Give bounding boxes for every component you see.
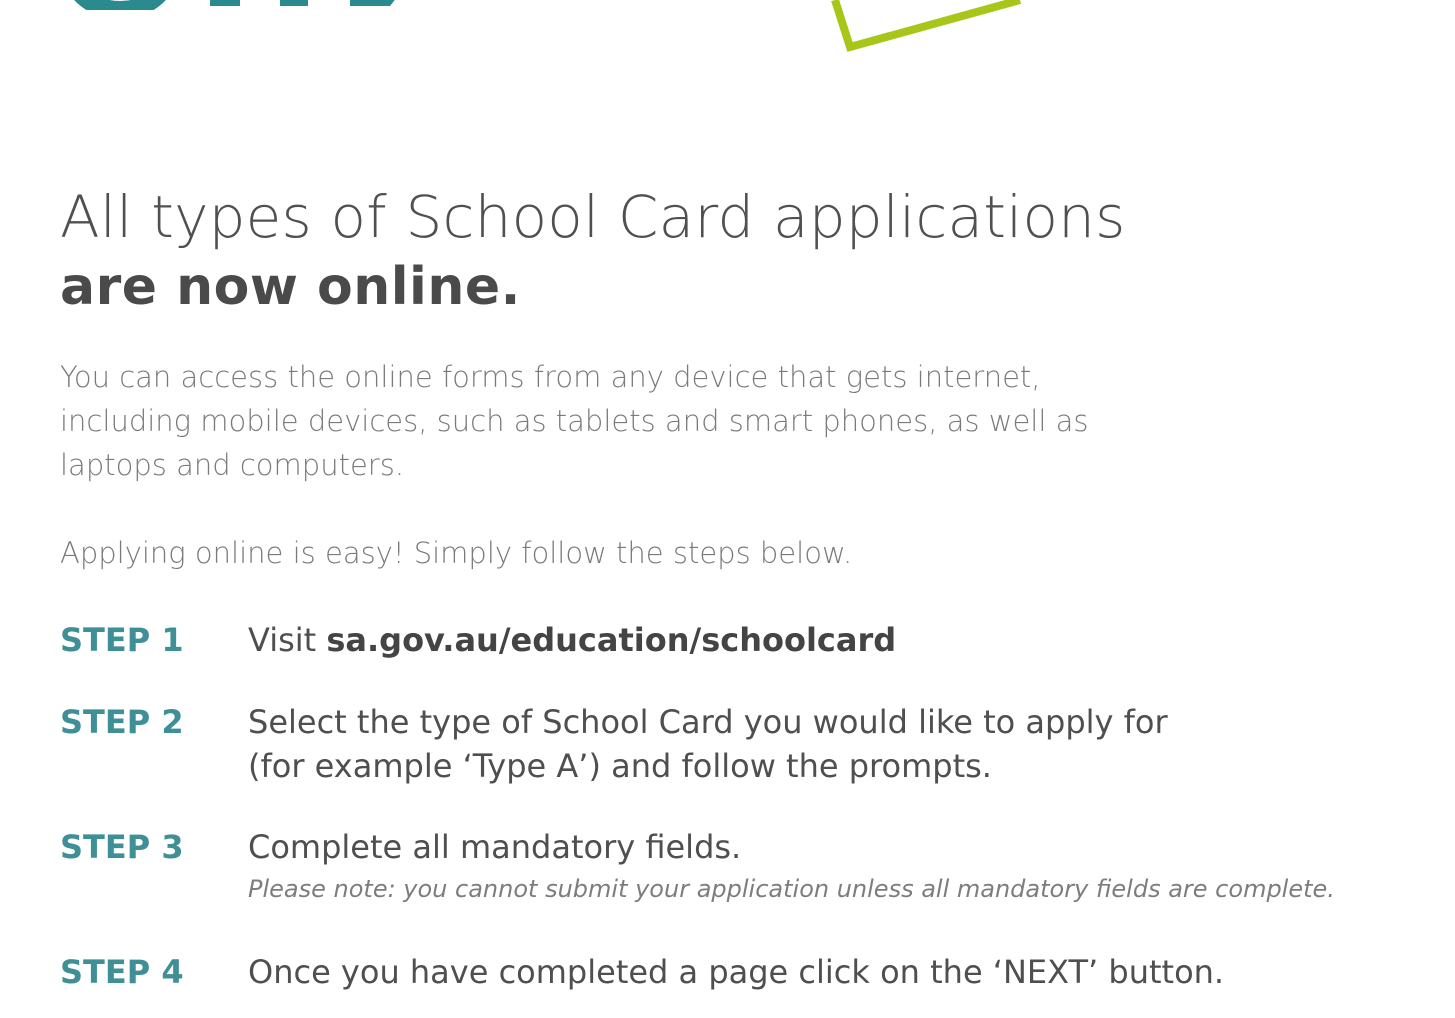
step-1-text: Visit [248, 621, 327, 659]
step-2-label: STEP 2 [60, 703, 184, 741]
headline-line1: All types of School Card applications [60, 183, 1126, 251]
step-3-note: Please note: you cannot submit your application unless all mandatory fields are complete. [248, 875, 1335, 903]
intro-paragraph: You can access the online forms from any device that gets internet, including mobile devices, such as tablets and smart phones, as well as laptops and computers. [60, 360, 1089, 482]
step-1-label: STEP 1 [60, 621, 184, 659]
headline-line2: are now online. [60, 257, 521, 317]
schoolcard-url-link[interactable]: sa.gov.au/education/schoolcard [326, 621, 897, 659]
step-3-label: STEP 3 [60, 828, 184, 866]
step-3-text: Complete all mandatory fields. [248, 828, 742, 866]
intro-cta: Applying online is easy! Simply follow the steps below. [60, 536, 853, 570]
headline [60, 180, 1260, 320]
step-4-label: STEP 4 [60, 953, 184, 991]
step-1-body [248, 618, 1398, 662]
step-2-body: Select the type of School Card you would like to apply for (for example ‘Type A’) and follow the prompts. [248, 703, 1168, 785]
logo-partial [60, 0, 440, 10]
step-4-body: Once you have completed a page click on the ‘NEXT’ button. [248, 953, 1225, 991]
step-3-body [248, 825, 1398, 909]
